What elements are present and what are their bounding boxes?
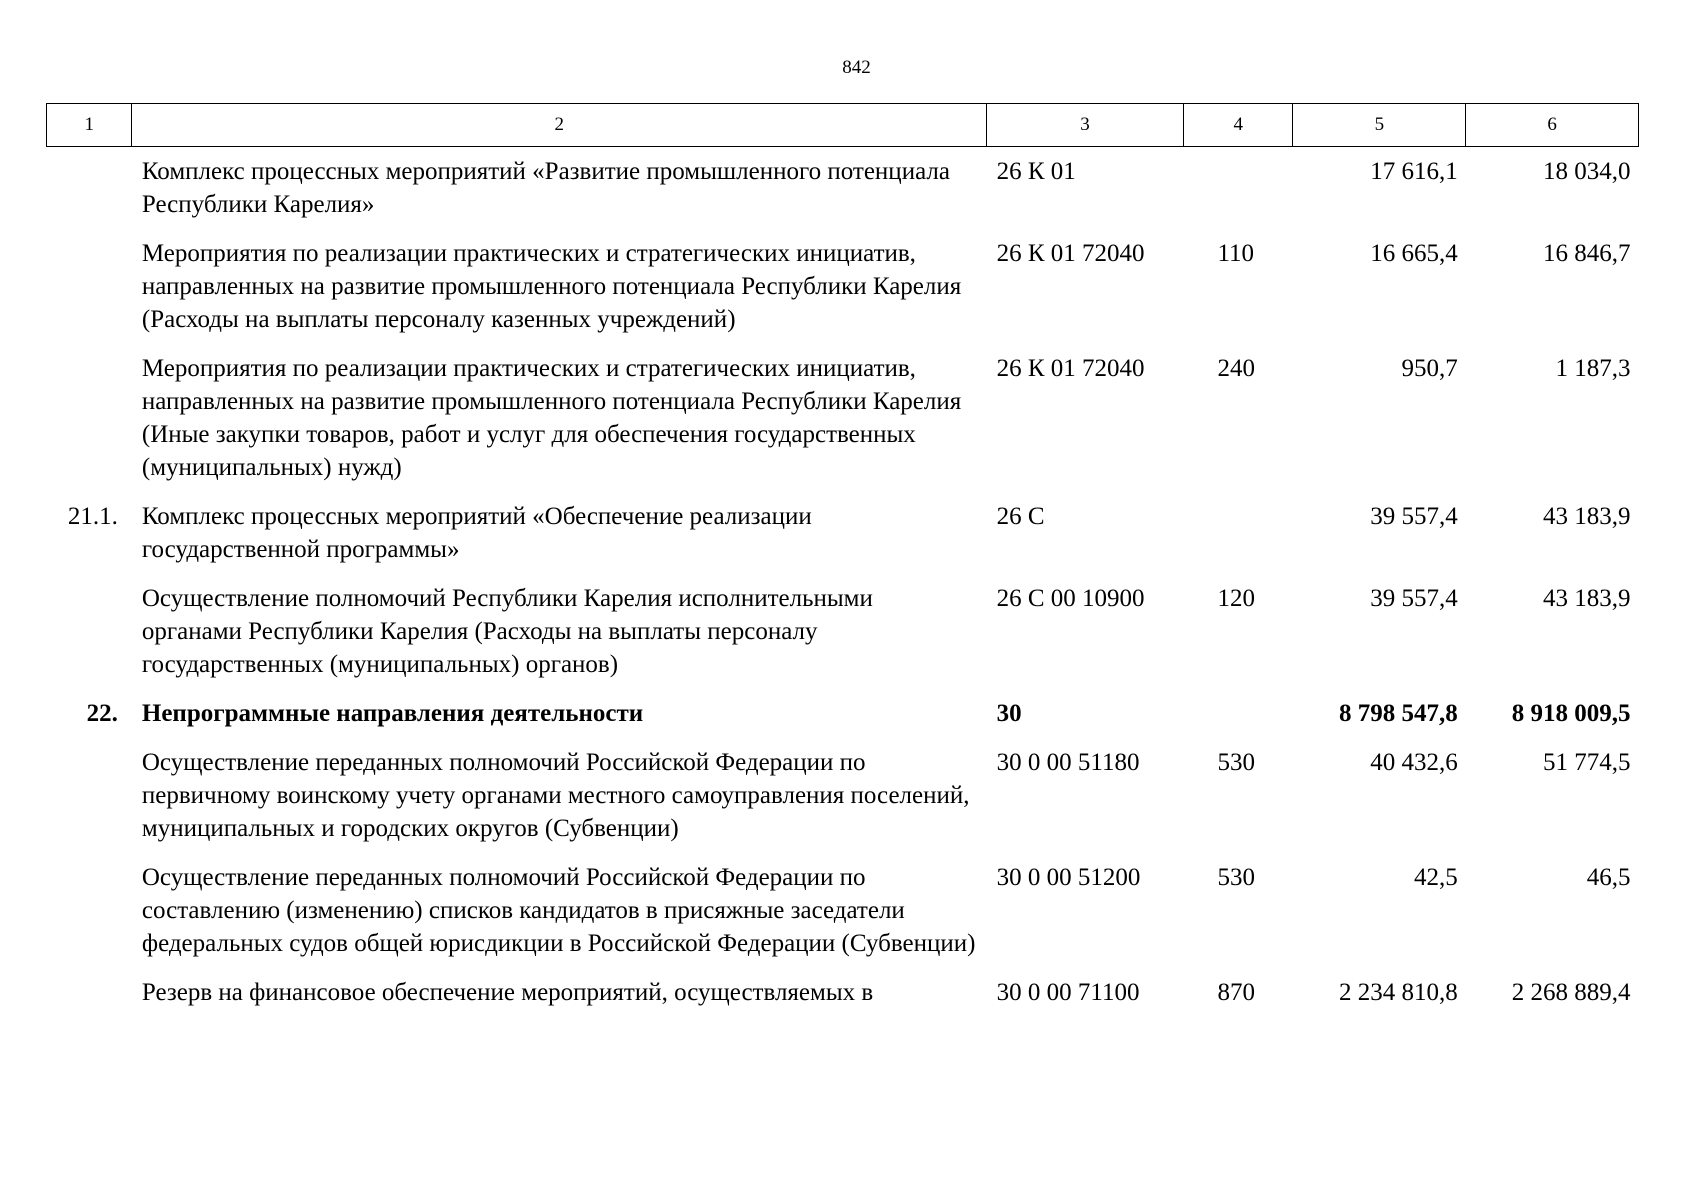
row-sum-5: 8 798 547,8 bbox=[1338, 700, 1458, 727]
row-code: 26 К 01 bbox=[996, 158, 1076, 185]
row-code: 26 К 01 72040 bbox=[996, 240, 1145, 267]
row-expense-type: 870 bbox=[1217, 979, 1255, 1006]
row-sum-5: 42,5 bbox=[1413, 864, 1458, 891]
row-name: Комплекс процессных мероприятий «Развитие промышленного потенциала Республики Карелия» bbox=[141, 158, 950, 218]
row-sum-5: 40 432,6 bbox=[1370, 749, 1458, 776]
row-number bbox=[47, 229, 132, 344]
row-number bbox=[47, 344, 132, 492]
table-row bbox=[47, 853, 1639, 968]
header-col-5: 5 bbox=[1293, 104, 1466, 147]
row-number bbox=[47, 147, 132, 230]
row-expense-type: 240 bbox=[1217, 355, 1255, 382]
row-name: Мероприятия по реализации практических и стратегических инициатив, направленных на развитие промышленного потенциала Республики Карелия (Расходы на выплаты персоналу казенных учреждений) bbox=[141, 240, 962, 333]
row-code: 26 С bbox=[996, 503, 1045, 530]
row-expense-type: 530 bbox=[1217, 749, 1255, 776]
row-expense-type bbox=[1183, 492, 1292, 574]
row-sum-5: 39 557,4 bbox=[1370, 503, 1458, 530]
row-sum-6: 46,5 bbox=[1586, 864, 1631, 891]
header-col-2: 2 bbox=[132, 104, 987, 147]
row-code: 30 0 00 51180 bbox=[996, 749, 1140, 776]
row-sum-5: 17 616,1 bbox=[1370, 158, 1458, 185]
header-col-4: 4 bbox=[1183, 104, 1292, 147]
row-code: 30 0 00 71100 bbox=[996, 979, 1140, 1006]
row-sum-5: 39 557,4 bbox=[1370, 585, 1458, 612]
row-sum-6: 8 918 009,5 bbox=[1511, 700, 1631, 727]
row-code: 26 К 01 72040 bbox=[996, 355, 1145, 382]
row-sum-6: 1 187,3 bbox=[1555, 355, 1631, 382]
row-name: Осуществление переданных полномочий Российской Федерации по составлению (изменению) списков кандидатов в присяжные заседатели федеральных судов общей юрисдикции в Российской Федерации (Субвенции) bbox=[141, 864, 976, 957]
row-number bbox=[47, 968, 132, 1017]
table-row bbox=[47, 147, 1639, 230]
row-code: 30 0 00 51200 bbox=[996, 864, 1141, 891]
row-code: 30 bbox=[996, 700, 1022, 727]
row-number: 21.1. bbox=[67, 503, 118, 530]
table-row-section-total bbox=[47, 689, 1639, 738]
row-name: Комплекс процессных мероприятий «Обеспечение реализации государственной программы» bbox=[141, 503, 812, 563]
row-sum-5: 2 234 810,8 bbox=[1338, 979, 1458, 1006]
row-sum-6: 16 846,7 bbox=[1543, 240, 1631, 267]
table-row bbox=[47, 738, 1639, 853]
row-expense-type: 120 bbox=[1217, 585, 1255, 612]
row-code: 26 С 00 10900 bbox=[996, 585, 1145, 612]
row-number bbox=[47, 738, 132, 853]
row-expense-type bbox=[1183, 147, 1292, 230]
row-sum-6: 18 034,0 bbox=[1543, 158, 1631, 185]
row-name: Непрограммные направления деятельности bbox=[141, 700, 644, 727]
row-name: Резерв на финансовое обеспечение мероприятий, осуществляемых в bbox=[141, 979, 874, 1006]
table-row bbox=[47, 344, 1639, 492]
row-sum-5: 16 665,4 bbox=[1370, 240, 1458, 267]
row-sum-6: 51 774,5 bbox=[1543, 749, 1631, 776]
row-sum-6: 2 268 889,4 bbox=[1511, 979, 1631, 1006]
row-expense-type: 530 bbox=[1217, 864, 1255, 891]
page-number: 842 bbox=[842, 57, 871, 78]
row-number bbox=[47, 853, 132, 968]
row-name: Осуществление переданных полномочий Российской Федерации по первичному воинскому учету органами местного самоуправления поселений, муниципальных и городских округов (Субвенции) bbox=[141, 749, 970, 842]
header-col-6: 6 bbox=[1466, 104, 1639, 147]
header-row bbox=[47, 104, 1639, 147]
table-row bbox=[47, 574, 1639, 689]
row-name: Мероприятия по реализации практических и стратегических инициатив, направленных на развитие промышленного потенциала Республики Карелия (Иные закупки товаров, работ и услуг для обеспечения государственных (муниципальных) нужд) bbox=[141, 355, 962, 481]
header-col-3: 3 bbox=[987, 104, 1184, 147]
row-sum-6: 43 183,9 bbox=[1543, 585, 1631, 612]
row-sum-6: 43 183,9 bbox=[1543, 503, 1631, 530]
row-name: Осуществление полномочий Республики Карелия исполнительными органами Республики Карелия (Расходы на выплаты персоналу государственных (муниципальных) органов) bbox=[141, 585, 873, 678]
row-expense-type bbox=[1183, 689, 1292, 738]
table-row bbox=[47, 229, 1639, 344]
table-row bbox=[47, 968, 1639, 1017]
row-sum-5: 950,7 bbox=[1401, 355, 1458, 382]
row-number bbox=[47, 574, 132, 689]
header-col-1: 1 bbox=[47, 104, 132, 147]
budget-table bbox=[46, 103, 1639, 1017]
row-expense-type: 110 bbox=[1217, 240, 1255, 267]
table-row bbox=[47, 492, 1639, 574]
row-number: 22. bbox=[86, 700, 118, 727]
